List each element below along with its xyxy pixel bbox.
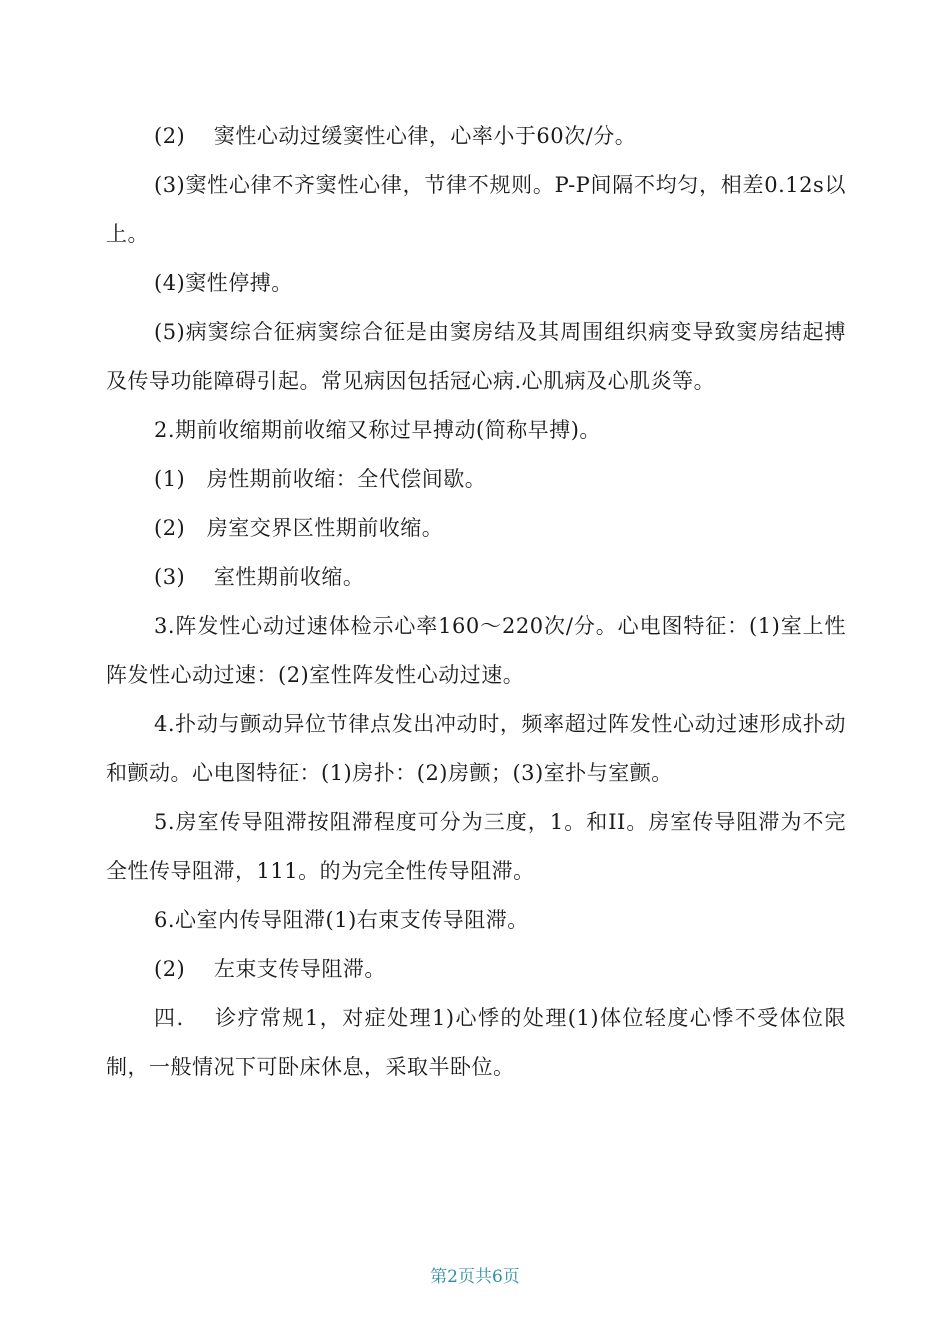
paragraph-left-bundle-block: (2) 左束支传导阻滞。 — [154, 957, 386, 981]
paragraph-treatment-routine: 四. 诊疗常规1，对症处理1)心悸的处理(1)体位轻度心悸不受体位限制，一般情况下可卧床休息，采取半卧位。 — [106, 1006, 846, 1079]
paragraph-intraventricular-block: 6.心室内传导阻滞(1)右束支传导阻滞。 — [154, 908, 529, 932]
paragraph-sick-sinus-syndrome: (5)病窦综合征病窦综合征是由窦房结及其周围组织病变导致窦房结起搏及传导功能障碍引起。常见病因包括冠心病.心肌病及心肌炎等。 — [106, 320, 846, 393]
paragraph-atrial-premature: (1) 房性期前收缩：全代偿间歇。 — [154, 467, 487, 491]
paragraph-paroxysmal-tachycardia: 3.阵发性心动过速体检示心率160〜220次/分。心电图特征：(1)室上性阵发性心动过速：(2)室性阵发性心动过速。 — [106, 614, 846, 687]
paragraph-av-block: 5.房室传导阻滞按阻滞程度可分为三度，1。和II。房室传导阻滞为不完全性传导阻滞，111。的为完全性传导阻滞。 — [106, 810, 846, 883]
paragraph-flutter-fibrillation: 4.扑动与颤动异位节律点发出冲动时，频率超过阵发性心动过速形成扑动和颤动。心电图特征：(1)房扑：(2)房颤；(3)室扑与室颤。 — [106, 712, 846, 785]
paragraph-junctional-premature: (2) 房室交界区性期前收缩。 — [154, 516, 444, 540]
document-body — [106, 112, 846, 1092]
paragraph-sinus-arrest: (4)窦性停搏。 — [154, 271, 293, 295]
paragraph-premature-contraction: 2.期前收缩期前收缩又称过早搏动(简称早搏)。 — [154, 418, 601, 442]
paragraph-sinus-bradycardia: (2) 窦性心动过缓窦性心律，心率小于60次/分。 — [154, 124, 637, 148]
paragraph-ventricular-premature: (3) 室性期前收缩。 — [154, 565, 365, 589]
paragraph-sinus-arrhythmia: (3)窦性心律不齐窦性心律，节律不规则。P-P间隔不均匀，相差0.12s以上。 — [106, 173, 846, 246]
page-number-footer: 第2页共6页 — [430, 1267, 520, 1287]
